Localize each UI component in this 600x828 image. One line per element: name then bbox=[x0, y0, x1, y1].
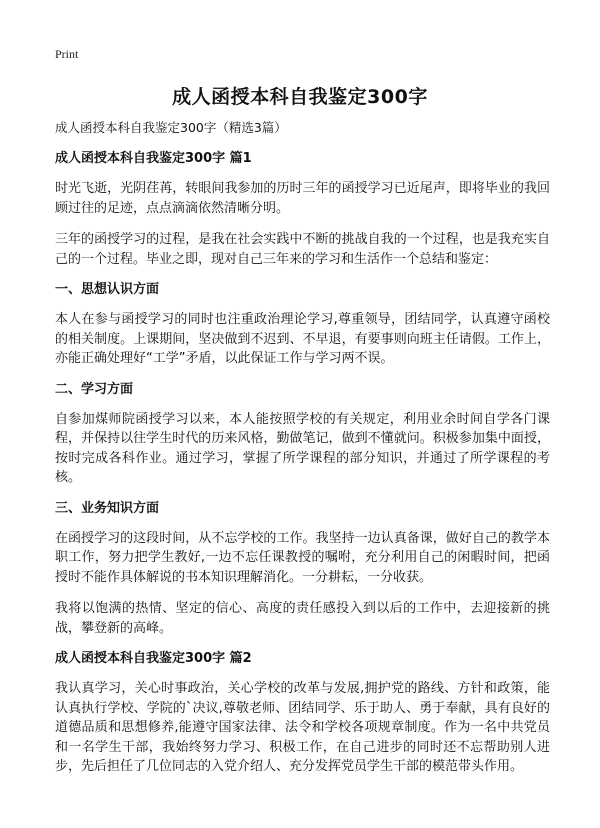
section-professional-paragraph-2: 我将以饱满的热情、坚定的信心、高度的责任感投入到以后的工作中，去迎接新的挑战，攀登新的高峰。 bbox=[55, 601, 550, 636]
section-thought-heading: 一、思想认识方面 bbox=[55, 282, 160, 297]
section-professional-heading: 三、业务知识方面 bbox=[55, 500, 160, 516]
section-thought-paragraph: 本人在参与函授学习的同时也注重政治理论学习,尊重领导，团结同学，认真遵守函校的相关制度。上课期间，坚决做到不迟到、不早退，有要事则向班主任请假。工作上，亦能正确处理好“工学”矛盾，以此保证工作与学习两不误。 bbox=[55, 312, 550, 366]
article-1-intro-paragraph-2: 三年的函授学习的过程，是我在社会实践中不断的挑战自我的一个过程，也是我充实自己的一个过程。毕业之即，现对自己三年来的学习和生活作一个总结和鉴定： bbox=[55, 232, 550, 267]
print-link[interactable]: Print bbox=[55, 47, 79, 61]
article-2-paragraph-1: 我认真学习，关心时事政治，关心学校的改革与发展,拥护党的路线、方针和政策，能认真执行学校、学院的`决议,尊敬老师、团结同学、乐于助人、勇于奉献，具有良好的道德品质和思想修养,能遵守国家法律、法令和学校各项规章制度。作为一名中共党员和一名学生干部，我始终努力学习、积极工作，在自己进步的同时还不忘帮助别人进步，先后担任了几位同志的入党介绍人、充分发挥党员学生干部的模范带头作用。 bbox=[55, 681, 550, 774]
document-body bbox=[55, 119, 550, 789]
section-study-paragraph: 自参加煤师院函授学习以来，本人能按照学校的有关规定，利用业余时间自学各门课程，并保持以往学生时代的历来风格，勤做笔记，做到不懂就问。积极参加集中面授，按时完成各科作业。通过学习，掌握了所学课程的部分知识，并通过了所学课程的考核。 bbox=[55, 411, 550, 485]
section-study-heading: 二、学习方面 bbox=[55, 381, 134, 397]
article-1-heading: 成人函授本科自我鉴定300字 篇1 bbox=[55, 151, 252, 166]
article-1-intro-paragraph-1: 时光飞逝，光阴荏苒，转眼间我参加的历时三年的函授学习已近尾声，即将毕业的我回顾过往的足迹，点点滴滴依然清晰分明。 bbox=[55, 181, 550, 216]
document-subtitle: 成人函授本科自我鉴定300字（精选3篇） bbox=[55, 120, 287, 135]
article-2-heading: 成人函授本科自我鉴定300字 篇2 bbox=[55, 651, 252, 666]
section-professional-paragraph-1: 在函授学习的这段时间，从不忘学校的工作。我坚持一边认真备课，做好自己的教学本职工作，努力把学生教好,一边不忘任课教授的嘱咐，充分利用自己的闲暇时间，把函授时不能作具体解说的书本知识理解消化。一分耕耘，一分收获。 bbox=[55, 530, 550, 585]
page-title: 成人函授本科自我鉴定300字 bbox=[172, 86, 428, 108]
